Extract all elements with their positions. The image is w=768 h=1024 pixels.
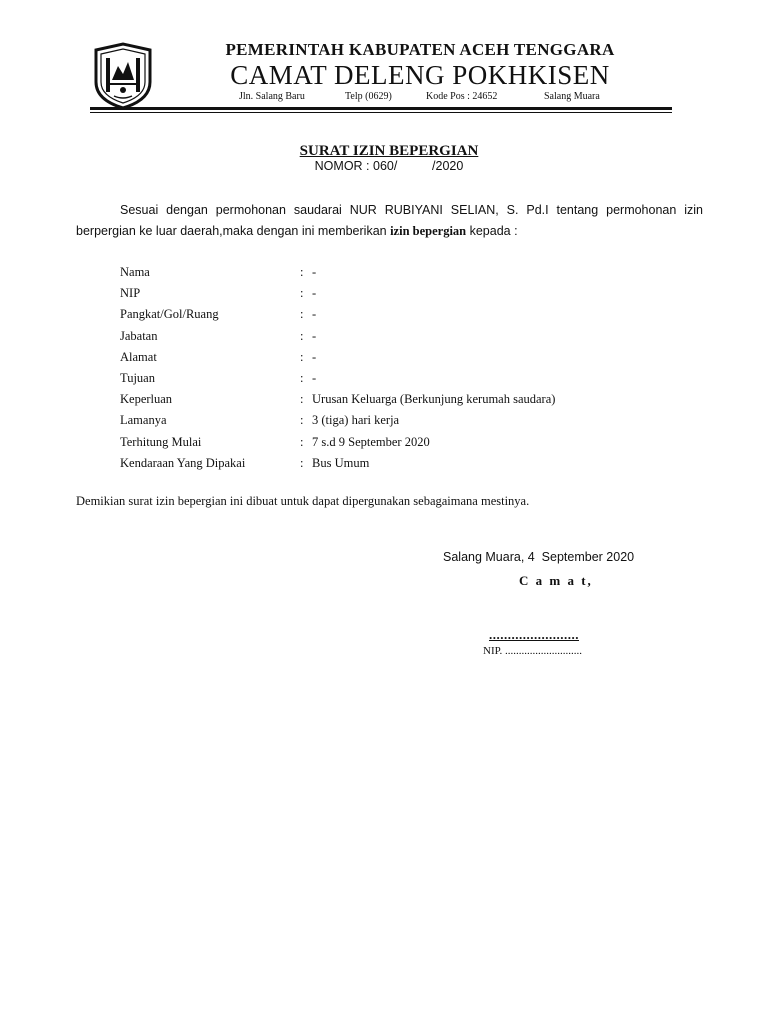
signatory-nip: NIP. ............................ [483,645,583,657]
office-city: Salang Muara [544,91,600,102]
detail-colon: : [300,307,304,322]
opening-text-end: kepada : [466,224,518,238]
detail-row [120,283,680,304]
detail-colon: : [300,370,304,385]
detail-colon: : [300,265,304,279]
detail-colon: : [300,455,304,470]
office-address: Jln. Salang Baru [239,91,305,102]
opening-paragraph [76,200,703,242]
detail-row [120,453,680,474]
detail-value: - [312,286,317,301]
detail-value: Bus Umum [312,455,370,470]
detail-label: Kendaraan Yang Dipakai [120,455,246,470]
detail-label: Jabatan [120,328,158,343]
letterhead-divider-thick [90,107,672,110]
government-name: PEMERINTAH KABUPATEN ACEH TENGGARA [225,40,615,59]
office-postal-code: Kode Pos : 24652 [426,91,498,102]
detail-row [120,262,680,283]
office-phone: Telp (0629) [345,91,392,102]
detail-label: Tujuan [120,370,155,385]
detail-label: Nama [120,265,150,279]
detail-colon: : [300,434,304,449]
detail-value: - [312,349,317,364]
details-list [120,262,680,474]
opening-text: Sesuai dengan permohonan saudarai NUR RUBIYANI SELIAN, S. Pd.I tentang permohonan izin berpergian ke luar daerah,maka dengan ini memberikan [76,203,703,238]
detail-label: Lamanya [120,413,167,428]
signature-place-date: Salang Muara, 4 September 2020 [443,550,635,564]
office-name: CAMAT DELENG POKHKISEN [230,60,610,90]
detail-colon: : [300,286,304,301]
detail-label: Keperluan [120,392,173,407]
signatory-title: C a m a t, [519,573,593,588]
detail-colon: : [300,328,304,343]
letter-number: NOMOR : 060/ /2020 [314,159,464,173]
detail-value: - [312,265,317,279]
detail-value: 3 (tiga) hari kerja [312,413,400,428]
detail-value: - [312,307,317,322]
detail-colon: : [300,413,304,428]
letter-title: SURAT IZIN BEPERGIAN [299,143,479,159]
detail-label: Terhitung Mulai [120,434,202,449]
detail-row [120,304,680,325]
detail-row [120,432,680,453]
detail-row [120,410,680,431]
detail-colon: : [300,392,304,407]
detail-value: - [312,370,317,385]
detail-row [120,368,680,389]
detail-row [120,347,680,368]
detail-value: 7 s.d 9 September 2020 [312,434,430,449]
signatory-name: ........................ [489,627,579,642]
detail-row [120,389,680,410]
letterhead-divider-thin [90,112,672,113]
detail-value: - [312,328,317,343]
detail-row [120,326,680,347]
detail-label: Pangkat/Gol/Ruang [120,307,219,322]
detail-label: NIP [120,286,141,301]
closing-paragraph: Demikian surat izin bepergian ini dibuat untuk dapat dipergunakan sebagaimana mestinya. [76,494,530,508]
detail-colon: : [300,349,304,364]
regency-emblem-icon [90,42,156,110]
detail-label: Alamat [120,349,157,364]
detail-value: Urusan Keluarga (Berkunjung kerumah saudara) [312,392,556,407]
opening-bold-text: izin bepergian [390,224,467,238]
